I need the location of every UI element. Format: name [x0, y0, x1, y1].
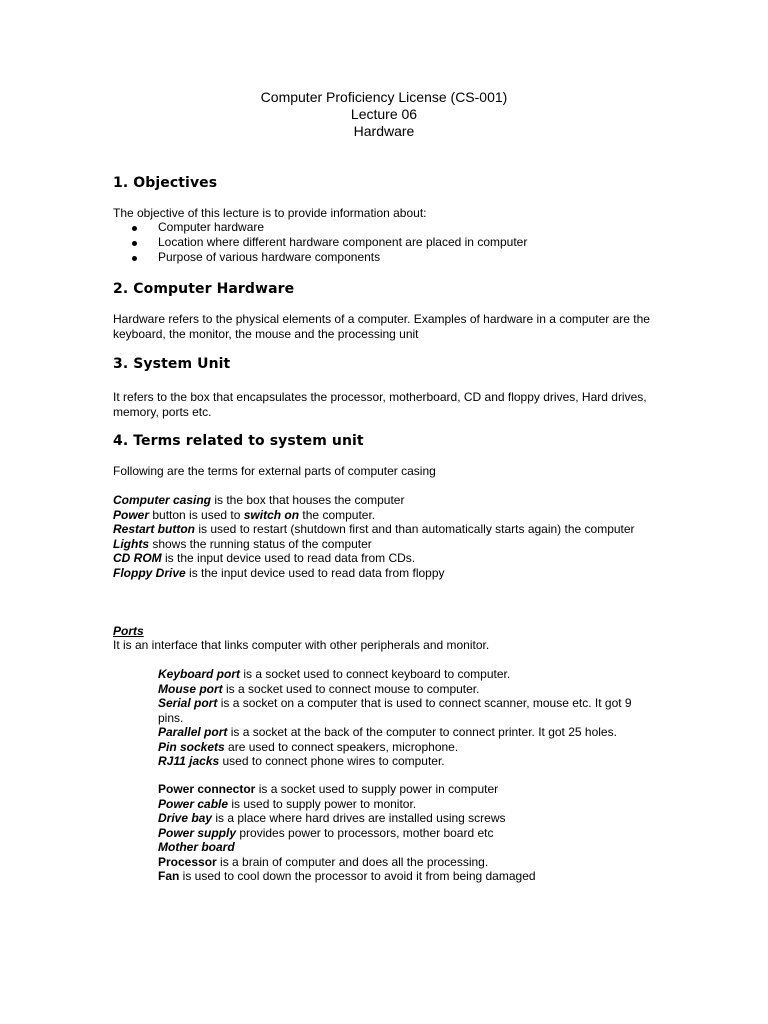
list-item: Power cable is used to supply power to monitor.: [158, 796, 417, 811]
lecture-number: Lecture 06: [350, 106, 418, 122]
list-item: Location where different hardware component are placed in computer: [130, 235, 527, 250]
hardware-heading: 2. Computer Hardware: [113, 281, 295, 297]
list-item: Parallel port is a socket at the back of the computer to connect printer. It got 25 holes.: [158, 725, 617, 739]
list-item: Restart button is used to restart (shutdown first and than automatically starts again) the computer: [113, 522, 635, 536]
list-item: Computer casing is the box that houses the computer: [113, 493, 405, 507]
list-item: Lights shows the running status of the computer: [113, 536, 372, 551]
system-unit-heading: 3. System Unit: [113, 356, 231, 372]
list-item: Power supply provides power to processors, mother board etc: [158, 825, 494, 840]
list-item: Drive bay is a place where hard drives are installed using screws: [158, 811, 506, 825]
list-item: Mouse port is a socket used to connect mouse to computer.: [158, 681, 480, 696]
bullet-icon: [132, 241, 137, 246]
ports-list: [158, 667, 658, 769]
terms-heading: 4. Terms related to system unit: [113, 433, 364, 449]
list-item: Keyboard port is a socket used to connect keyboard to computer.: [158, 667, 511, 681]
objectives-intro: The objective of this lecture is to provide information about:: [113, 206, 427, 220]
components-list: [158, 782, 658, 884]
course-title: Computer Proficiency License (CS-001): [260, 89, 508, 105]
terms-intro: Following are the terms for external parts of computer casing: [113, 464, 436, 478]
list-item: Mother board: [158, 840, 235, 854]
terms-list: [113, 493, 658, 580]
list-item: Power connector is a socket used to supply power in computer: [158, 782, 499, 796]
ports-heading: Ports: [113, 624, 144, 638]
document-title: [0, 89, 768, 140]
bullet-icon: [132, 256, 137, 261]
list-item: Pin sockets are used to connect speakers, microphone.: [158, 739, 459, 754]
list-item: Processor is a brain of computer and does all the processing.: [158, 854, 489, 869]
system-unit-paragraph: It refers to the box that encapsulates the processor, motherboard, CD and floppy drives, Hard drives, memory, ports etc.: [113, 390, 647, 419]
objectives-list: [130, 220, 527, 265]
list-item: Floppy Drive is the input device used to read data from floppy: [113, 565, 445, 580]
list-item: Serial port is a socket on a computer that is used to connect scanner, mouse etc. It got 9 pins.: [158, 696, 632, 725]
lecture-topic: Hardware: [353, 123, 415, 139]
list-item: Power button is used to switch on the computer.: [113, 507, 376, 522]
list-item: Computer hardware: [130, 220, 527, 235]
hardware-paragraph: Hardware refers to the physical elements of a computer. Examples of hardware in a computer are the keyboard, the monitor, the mouse and the processing unit: [113, 312, 650, 341]
list-item: Purpose of various hardware components: [130, 250, 527, 265]
ports-intro: It is an interface that links computer with other peripherals and monitor.: [113, 638, 490, 652]
list-item: Fan is used to cool down the processor to avoid it from being damaged: [158, 869, 536, 883]
bullet-icon: [132, 226, 137, 231]
list-item: RJ11 jacks used to connect phone wires to computer.: [158, 754, 445, 768]
objectives-heading: 1. Objectives: [113, 175, 218, 191]
list-item: CD ROM is the input device used to read data from CDs.: [113, 551, 416, 565]
